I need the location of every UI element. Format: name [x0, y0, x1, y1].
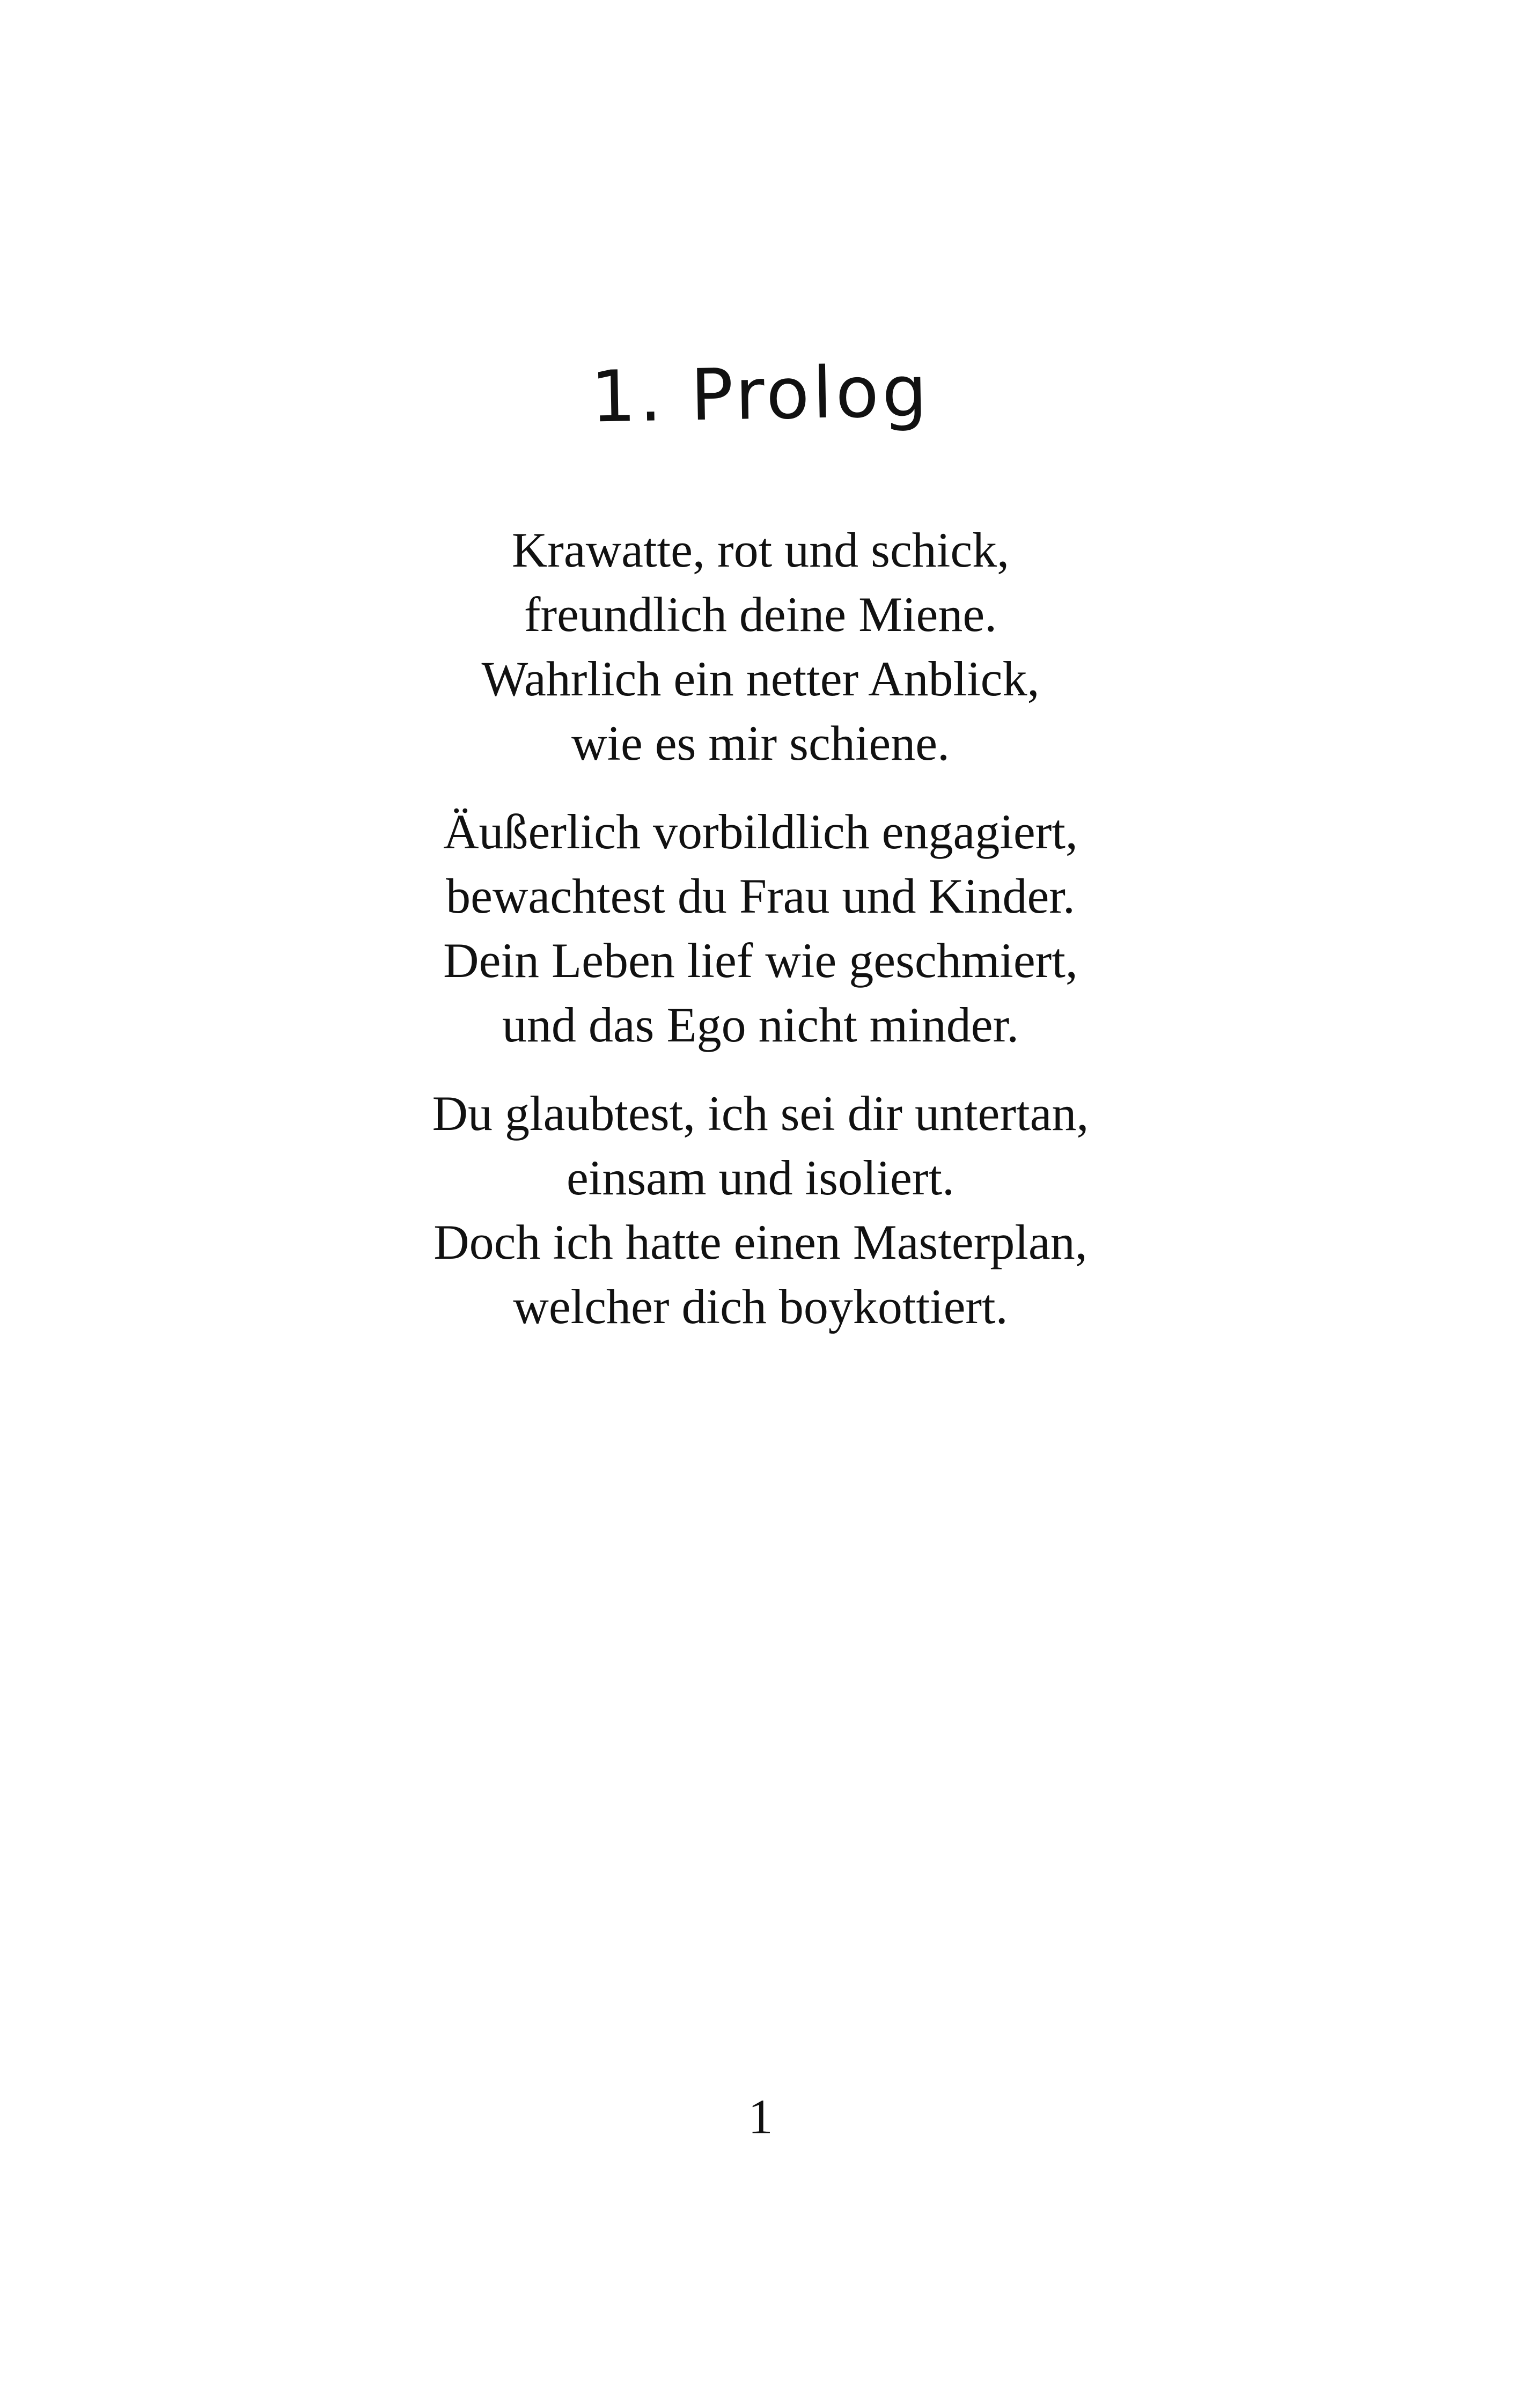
verse-line: Du glaubtest, ich sei dir untertan,: [432, 1086, 1089, 1141]
verse-line: wie es mir schiene.: [571, 716, 950, 770]
verse-line: einsam und isoliert.: [566, 1150, 955, 1205]
verse-line: Äußerlich vorbildlich engagiert,: [443, 804, 1078, 859]
stanza-2: [0, 799, 1521, 1057]
verse-line: und das Ego nicht minder.: [502, 997, 1019, 1052]
page-number: 1: [748, 2089, 773, 2144]
verse-line: welcher dich boykottiert.: [513, 1279, 1008, 1334]
verse-line: bewachtest du Frau und Kinder.: [446, 869, 1075, 923]
verse-line: Wahrlich ein netter Anblick,: [481, 651, 1040, 706]
verse-line: Dein Leben lief wie geschmiert,: [443, 933, 1078, 988]
verse-line: Krawatte, rot und schick,: [511, 523, 1010, 577]
verse-line: freundlich deine Miene.: [524, 587, 997, 642]
verse-line: Doch ich hatte einen Masterplan,: [433, 1215, 1088, 1269]
stanza-1: [0, 518, 1521, 775]
chapter-title: 1. Prolog: [590, 350, 931, 439]
stanza-3: [0, 1081, 1521, 1339]
poem: [0, 518, 1521, 1339]
